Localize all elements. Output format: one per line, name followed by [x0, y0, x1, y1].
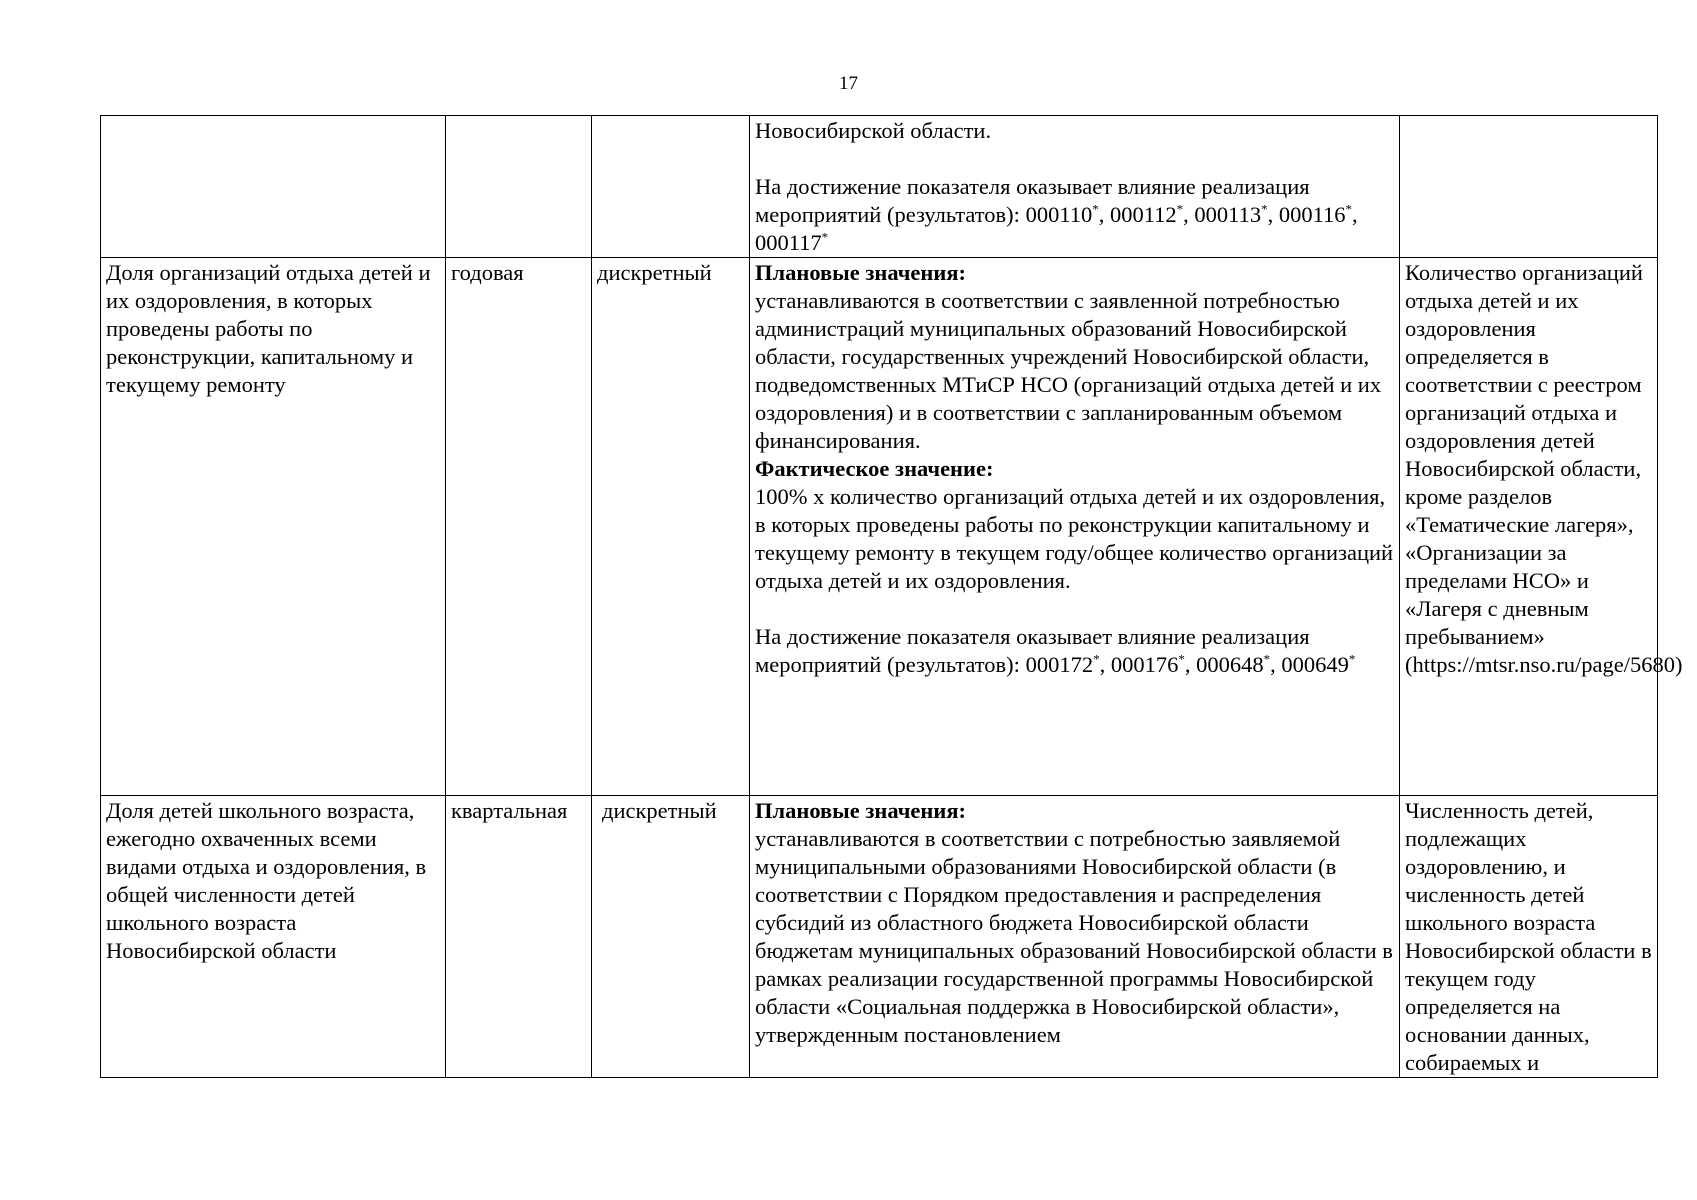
periodicity-cell: квартальная: [446, 796, 592, 1078]
code-item: 000116: [1278, 202, 1346, 227]
footnote-mark: *: [1261, 201, 1268, 217]
code-item: 000112: [1109, 202, 1177, 227]
code-item: 000110: [1025, 202, 1093, 227]
table-row: [101, 796, 1658, 1078]
code-item: 000117: [755, 230, 822, 255]
paragraph-gap: [755, 145, 1395, 173]
indicator-cell: [101, 116, 446, 258]
influence-prefix: На достижение показателя оказывает влияние реализация мероприятий (результатов):: [755, 174, 1310, 227]
footnote-mark: *: [1093, 651, 1100, 667]
code-item: 000176: [1110, 652, 1179, 677]
planned-heading: Плановые значения:: [755, 798, 966, 823]
source-cell: Количество организаций отдыха детей и их оздоровления определяется в соответствии с реестром организаций отдыха и оздоровления детей Новосибирской области, кроме разделов «Тематические лагеря», «Организации за пределами НСО» и «Лагеря с дневным пребыванием» (https://mtsr.nso.ru/page/5680): [1400, 258, 1658, 796]
planned-text: устанавливаются в соответствии с потребностью заявляемой муниципальными образованиями Новосибирской области (в соответствии с Порядком предоставления и распределения субсидий из областного бюджета Новосибирской области бюджетам муниципальных образований Новосибирской области в рамках реализации государственной программы Новосибирской области «Социальная поддержка в Новосибирской области», утвержденным постановлением: [755, 826, 1393, 1047]
code-item: 000649: [1281, 652, 1349, 677]
indicators-table: [100, 115, 1683, 1078]
footnote-mark: *: [821, 229, 829, 245]
source-cell: Численность детей, подлежащих оздоровлению, и численность детей школьного возраста Новосибирской области в текущем году определяется на основании данных, собираемых и: [1400, 796, 1658, 1078]
type-cell: дискретный: [592, 796, 750, 1078]
planned-heading: Плановые значения:: [755, 260, 966, 285]
actual-text: 100% х количество организаций отдыха детей и их оздоровления, в которых проведены работы по реконструкции капитальному и текущему ремонту в текущем году/общее количество организаций отдыха детей и их оздоровления.: [755, 484, 1394, 593]
table-row: [101, 116, 1658, 258]
indicator-cell: Доля детей школьного возраста, ежегодно охваченных всеми видами отдыха и оздоровления, в общей численности детей школьного возраста Новосибирской области: [101, 796, 446, 1078]
method-cell: [750, 796, 1400, 1078]
influence-prefix: На достижение показателя оказывает влияние реализация мероприятий (результатов):: [755, 624, 1310, 677]
footnote-mark: *: [1092, 201, 1099, 217]
method-cell: [750, 116, 1400, 258]
table-row: [101, 258, 1658, 796]
footnote-mark: *: [1178, 651, 1185, 667]
method-intro: Новосибирской области.: [755, 118, 992, 143]
footnote-mark: *: [1263, 651, 1271, 667]
periodicity-cell: [446, 116, 592, 258]
type-cell: [592, 116, 750, 258]
code-item: 000648: [1196, 652, 1264, 677]
paragraph-gap: [755, 595, 1395, 623]
indicator-cell: Доля организаций отдыха детей и их оздоровления, в которых проведены работы по реконструкции, капитальному и текущему ремонту: [101, 258, 446, 796]
influence-text: На достижение показателя оказывает влияние реализация мероприятий (результатов): 000110*, 000112*, 000113*, 000116*, 000117*: [755, 174, 1358, 255]
footnote-mark: *: [1345, 201, 1352, 217]
page-number: 17: [839, 73, 858, 94]
planned-text: устанавливаются в соответствии с заявленной потребностью администраций муниципальных образований Новосибирской области, государственных учреждений Новосибирской области, подведомственных МТиСР НСО (организаций отдыха детей и их оздоровления) и в соответствии с запланированным объемом финансирования.: [755, 288, 1382, 453]
method-cell: [750, 258, 1400, 796]
source-cell: [1400, 116, 1658, 258]
influence-text: На достижение показателя оказывает влияние реализация мероприятий (результатов): 000172*, 000176*, 000648*, 000649*: [755, 624, 1356, 677]
type-cell: дискретный: [592, 258, 750, 796]
code-item: 000172: [1025, 652, 1094, 677]
actual-heading: Фактическое значение:: [755, 456, 994, 481]
periodicity-cell: годовая: [446, 258, 592, 796]
code-item: 000113: [1194, 202, 1262, 227]
footnote-mark: *: [1348, 651, 1356, 667]
footnote-mark: *: [1176, 201, 1184, 217]
